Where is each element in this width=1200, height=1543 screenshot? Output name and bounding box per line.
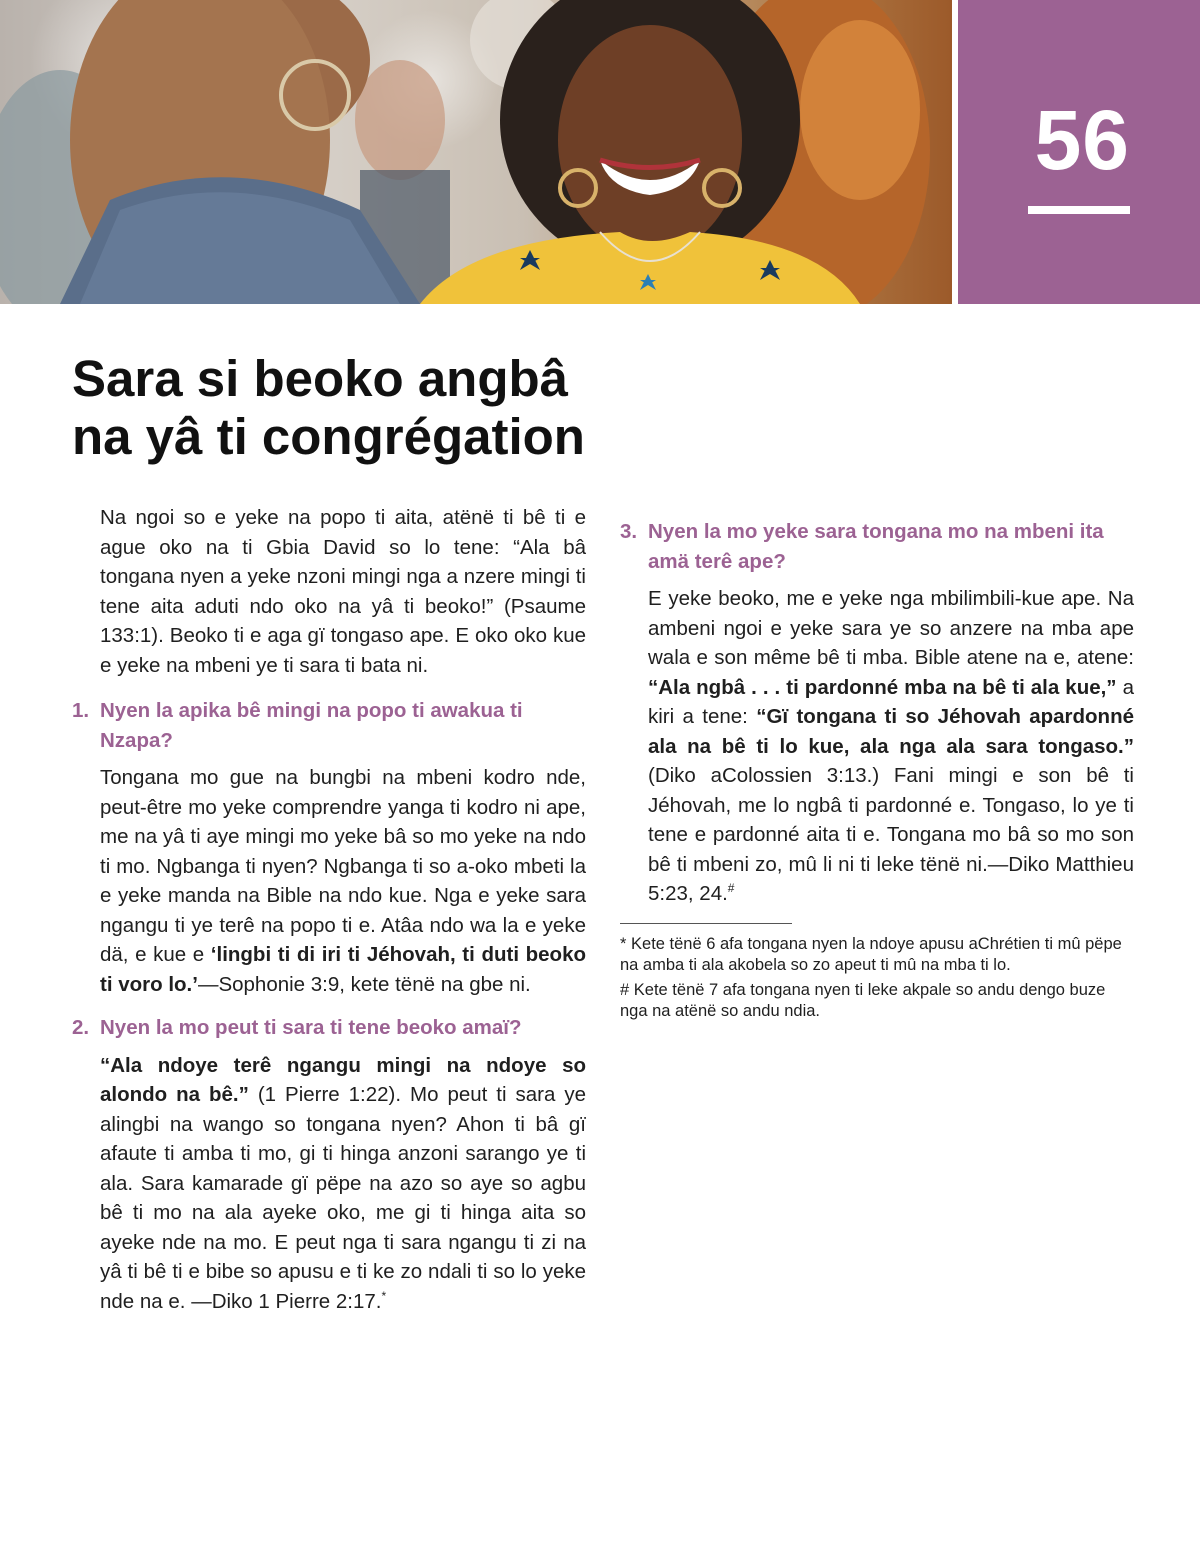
- answer-reference: —Sophonie 3:9, kete tënë na gbe ni.: [197, 972, 531, 996]
- answer-text: (1 Pierre 1:22). Mo peut ti sara ye alingbi na wango so tongana nyen? Ahon ti bâ gï afaute ti amba ti mo, gi ti hinga anzoni sarango ye ti ala. Sara kamarade gï pëpe na azo so aye so agbu bê ti mo na ala ayeke oko, me gi ti hinga aita so ayeke nde na mo. E peut nga ti sara ngangu ti zi na yâ ti bê ti e bibe so apusu e ti ke zo ndali ti so lo yeke nde na e. —Diko 1 Pierre 2:17.: [100, 1083, 586, 1313]
- question-1: [72, 696, 586, 755]
- answer-text: Tongana mo gue na bungbi na mbeni kodro nde, peut-être mo yeke comprendre yanga ti kodro ni ape, me na yâ ti aye mingi mo yeke bâ so mo yeke na ndo ti mo. Ngbanga ti nyen? Ngbanga ti so a-oko mbeti la e yeke manda na Bible na ndo kue. Nga e yeke sara ngangu ti ye terê na popo ti e. Atâa ndo wa la e yeke dä, e kue e: [100, 766, 586, 966]
- footnote-mark: *: [620, 934, 627, 953]
- lesson-number: 56: [1034, 93, 1130, 187]
- question-text: Nyen la apika bê mingi na popo ti awakua ti Nzapa?: [100, 699, 523, 752]
- question-number: 2.: [72, 1016, 90, 1039]
- answer-text-2: a kiri a tene:: [648, 675, 1134, 728]
- footnote-marker[interactable]: *: [381, 1288, 387, 1303]
- footnote-text: Kete tënë 7 afa tongana nyen ti leke akpale so andu dengo buze nga na atënë so andu ndia.: [620, 980, 1106, 1020]
- lesson-badge: [958, 0, 1200, 304]
- answer-3: [648, 584, 1134, 909]
- footnote-divider: [620, 923, 792, 924]
- question-3: [620, 517, 1134, 576]
- answer-text-3: (Diko aColossien 3:13.) Fani mingi e son bê ti Jéhovah, me lo ngbâ ti pardonné e. Tongaso, lo ye ti tene e pardonné aita ti e. Tongana mo bâ so mo son bê ti mbeni zo, mû li ni ti leke tënë ni.—Diko Matthieu 5:23, 24.: [648, 764, 1134, 905]
- footnote-marker[interactable]: #: [727, 881, 735, 896]
- question-text: Nyen la mo peut ti sara ti tene beoko amaï?: [100, 1016, 522, 1039]
- answer-1: [100, 763, 586, 999]
- intro-paragraph: Na ngoi so e yeke na popo ti aita, atënë ti bê ti e ague oko na ti Gbia David so lo tene: “Ala bâ tongana nyen a yeke nzoni mingi nga a nzere mingi ti tene aita aduti ndo oko na yâ ti beoko!” (Psaume 133:1). Beoko ti e aga gï tongaso ape. E oko oko kue e yeke na mbeni ye ti sara ti bata ni.: [100, 506, 586, 677]
- footnote-2: [620, 980, 1134, 1022]
- left-column: [72, 503, 586, 1326]
- smiling-woman-illustration: [0, 0, 952, 304]
- answer-emphasis: ‘lingbi ti di iri ti Jéhovah, ti duti beoko ti voro lo.’: [100, 943, 586, 996]
- title-line-1: Sara si beoko angbâ: [72, 350, 569, 407]
- badge-underline: [1028, 206, 1130, 214]
- footnote-mark: #: [620, 980, 630, 999]
- answer-2-part-1: [100, 1051, 586, 1317]
- question-text: Nyen la mo yeke sara tongana mo na mbeni ita amä terê ape?: [648, 520, 1104, 573]
- right-column: [620, 503, 1134, 1026]
- footnote-1: [620, 934, 1134, 976]
- question-number: 3.: [620, 520, 638, 543]
- answer-emphasis: “Ala ngbâ . . . ti pardonné mba na bê ti ala kue,”: [648, 675, 1117, 699]
- answer-emphasis-2: “Gï tongana ti so Jéhovah apardonné ala na bê ti lo kue, ala nga ala sara tongaso.”: [648, 705, 1134, 758]
- page-title: [72, 350, 712, 466]
- footnote-text: Kete tënë 6 afa tongana nyen la ndoye apusu aChrétien ti mû pëpe na amba ti ala akobela so zo apeut ti mû na mba ti lo.: [620, 934, 1122, 974]
- answer-emphasis: “Ala ndoye terê ngangu mingi na ndoye so alondo na bê.”: [100, 1053, 586, 1106]
- question-2: [72, 1013, 586, 1043]
- hero-photo: [0, 0, 952, 304]
- title-line-2: na yâ ti congrégation: [72, 408, 585, 465]
- answer-text: E yeke beoko, me e yeke nga mbilimbili-kue ape. Na ambeni ngoi e yeke sara ye so anzere na mba ape wala e son même bê ti mba. Bible atene na e, atene:: [648, 587, 1134, 669]
- question-number: 1.: [72, 699, 90, 722]
